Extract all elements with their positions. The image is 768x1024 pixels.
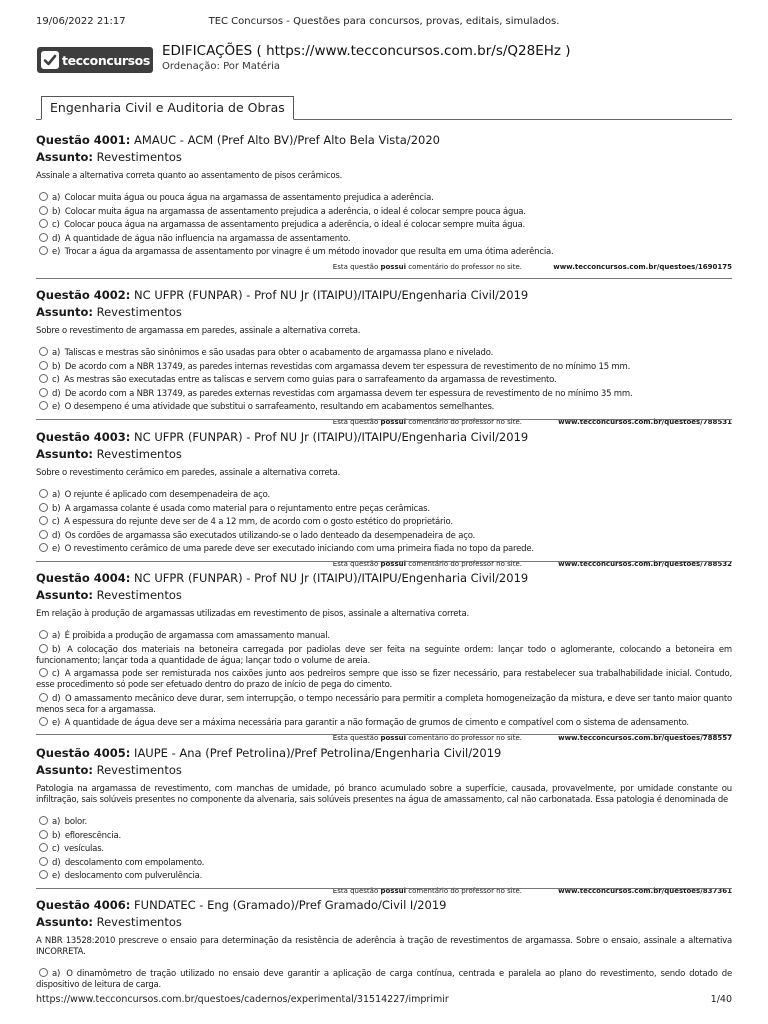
radio-button[interactable] [39, 857, 48, 866]
answer-option[interactable] [36, 516, 732, 528]
answer-options [36, 489, 732, 555]
question-source: IAUPE - Ana (Pref Petrolina)/Pref Petrolina/Engenharia Civil/2019 [134, 746, 502, 760]
radio-button[interactable] [39, 843, 48, 852]
subject-value: Revestimentos [96, 588, 182, 602]
subject-value: Revestimentos [96, 150, 182, 164]
print-page-title: TEC Concursos - Questões para concursos, provas, editais, simulados. [208, 16, 560, 27]
subject-value: Revestimentos [96, 447, 182, 461]
note-bold: possui [380, 887, 407, 896]
option-text: A argamassa pode ser remisturada nos caixões junto aos pedreiros sempre que isso se fizer necessário, para restabelecer sua trabalhabilidade inicial. Contudo, esse procedimento só pode ser efetuado dentro do prazo de início de pega do cimento. [36, 669, 732, 691]
question-link[interactable]: www.tecconcursos.com.br/questoes/788531 [558, 418, 732, 427]
question-stem: Patologia na argamassa de revestimento, com manchas de umidade, pó branco acumulado sobre a superfície, causada, provavelmente, por umidade constante ou infiltração, sais solúveis presentes no componente da alvenaria, sais solúveis presentes na água de amassamento, cal não carbonatada. Essa patologia é denominada de [36, 784, 732, 805]
question-title [36, 898, 732, 913]
option-text: O rejunte é aplicado com desempenadeira de aço. [64, 490, 271, 500]
radio-button[interactable] [39, 374, 48, 383]
option-letter: d) [52, 233, 61, 244]
question-title [36, 746, 732, 761]
subject-value: Revestimentos [96, 305, 182, 319]
option-text: A quantidade de água não influencia na argamassa de assentamento. [64, 233, 351, 244]
question-link[interactable]: www.tecconcursos.com.br/questoes/788532 [558, 560, 732, 569]
print-datetime: 19/06/2022 21:17 [36, 16, 126, 27]
note-text: Esta questão [332, 263, 379, 272]
option-letter: e) [52, 544, 61, 555]
option-text: Colocar muita água ou pouca água na argamassa de assentamento prejudica a aderência. [64, 193, 434, 203]
option-letter: e) [52, 402, 61, 413]
radio-button[interactable] [39, 830, 48, 839]
answer-option[interactable] [36, 233, 732, 245]
answer-option[interactable] [36, 219, 732, 231]
print-header [36, 16, 732, 30]
question-subject [36, 305, 732, 320]
option-text: Taliscas e mestras são sinônimos e são usadas para obter o acabamento de argamassa plano e nivelado. [64, 348, 494, 358]
question-source: FUNDATEC - Eng (Gramado)/Pref Gramado/Civil I/2019 [134, 898, 447, 912]
option-text: Colocar muita água na argamassa de assentamento prejudica a aderência, o ideal é colocar sempre pouca água. [64, 206, 526, 217]
answer-option[interactable] [36, 717, 732, 729]
professor-comment-note [333, 262, 522, 273]
answer-options [36, 347, 732, 413]
question-stem: Sobre o revestimento de argamassa em paredes, assinale a alternativa correta. [36, 326, 361, 336]
question-number: Questão 4006: [36, 898, 131, 912]
note-bold: possui [380, 734, 407, 743]
option-text: É proibida a produção de argamassa com amassamento manual. [64, 631, 330, 641]
subject-label: Assunto: [36, 150, 93, 164]
option-text: descolamento com empolamento. [64, 857, 205, 868]
option-letter: d) [52, 857, 61, 868]
radio-button[interactable] [39, 968, 48, 977]
subject-value: Revestimentos [96, 763, 182, 777]
professor-comment-note [333, 733, 522, 744]
option-letter: b) [52, 206, 61, 217]
print-footer [36, 994, 732, 1008]
radio-button[interactable] [39, 543, 48, 552]
option-text: A espessura do rejunte deve ser de 4 a 12 mm, de acordo com o gosto estético do proprietário. [64, 517, 453, 528]
question-4004 [36, 571, 732, 744]
question-4003 [36, 430, 732, 570]
option-letter: a) [52, 969, 61, 979]
note-text: comentário do professor no site. [408, 887, 522, 896]
radio-button[interactable] [39, 206, 48, 215]
answer-option[interactable] [36, 543, 732, 555]
option-letter: c) [52, 669, 60, 680]
question-divider [36, 561, 732, 562]
question-stem: Assinale a alternativa correta quanto ao assentamento de pisos cerâmicos. [36, 171, 343, 181]
option-text: O amassamento mecânico deve durar, sem interrupção, o tempo necessário para permitir a completa homogeneização da mistura, e deve ser tanto maior quanto menos seca for a argamassa. [36, 693, 732, 715]
question-4001 [36, 133, 732, 273]
option-text: As mestras são executadas entre as taliscas e servem como guias para o sarrafeamento da argamassa de revestimento. [64, 375, 557, 386]
option-letter: c) [52, 375, 60, 386]
option-letter: a) [52, 817, 61, 827]
question-number: Questão 4001: [36, 133, 131, 147]
radio-button[interactable] [39, 516, 48, 525]
radio-button[interactable] [39, 717, 48, 726]
answer-option[interactable] [36, 530, 732, 542]
note-text: Esta questão [332, 734, 379, 743]
answer-options [36, 968, 732, 991]
option-text: deslocamento com pulverulência. [64, 871, 203, 882]
option-letter: c) [52, 220, 60, 231]
question-number: Questão 4003: [36, 430, 131, 444]
question-divider [36, 419, 732, 420]
question-subject [36, 763, 732, 778]
note-bold: possui [380, 263, 407, 272]
question-title [36, 430, 732, 445]
document-ordering: Ordenação: Por Matéria [162, 61, 280, 72]
option-text: eflorescência. [64, 830, 122, 841]
subject-label: Assunto: [36, 588, 93, 602]
question-title [36, 571, 732, 586]
answer-options [36, 192, 732, 258]
answer-options [36, 630, 732, 729]
answer-option[interactable] [36, 693, 732, 716]
option-letter: b) [52, 830, 61, 841]
question-number: Questão 4002: [36, 288, 131, 302]
subject-label: Assunto: [36, 305, 93, 319]
question-link[interactable]: www.tecconcursos.com.br/questoes/788557 [558, 734, 732, 743]
question-footer [36, 262, 732, 273]
question-subject [36, 150, 732, 165]
note-text: comentário do professor no site. [408, 734, 522, 743]
option-letter: d) [52, 388, 61, 399]
note-text: comentário do professor no site. [408, 263, 522, 272]
option-text: bolor. [64, 817, 88, 827]
option-letter: e) [52, 718, 61, 729]
answer-option[interactable] [36, 192, 732, 204]
answer-option[interactable] [36, 503, 732, 515]
radio-button[interactable] [39, 388, 48, 397]
page-number: 1/40 [710, 994, 732, 1005]
answer-option[interactable] [36, 401, 732, 413]
radio-button[interactable] [39, 816, 48, 825]
answer-option[interactable] [36, 630, 732, 642]
radio-button[interactable] [39, 347, 48, 356]
option-text: A argamassa colante é usada como material para o rejuntamento entre peças cerâmicas. [64, 503, 430, 514]
option-letter: a) [52, 490, 61, 500]
answer-option[interactable] [36, 843, 732, 855]
option-letter: e) [52, 871, 61, 882]
question-source: NC UFPR (FUNPAR) - Prof NU Jr (ITAIPU)/ITAIPU/Engenharia Civil/2019 [134, 571, 529, 585]
note-text: comentário do professor no site. [408, 560, 522, 569]
question-divider [36, 278, 732, 279]
print-footer-url: https://www.tecconcursos.com.br/questoes/cadernos/experimental/31514227/imprimir [36, 994, 449, 1005]
note-text: Esta questão [332, 560, 379, 569]
question-number: Questão 4004: [36, 571, 131, 585]
question-subject [36, 588, 732, 603]
answer-option[interactable] [36, 830, 732, 842]
answer-option[interactable] [36, 388, 732, 400]
answer-option[interactable] [36, 816, 732, 828]
option-text: Trocar a água da argamassa de assentamento por vinagre é um método inovador que resulta em uma ótima aderência. [64, 247, 554, 258]
radio-button[interactable] [39, 630, 48, 639]
answer-option[interactable] [36, 857, 732, 869]
section-tab: Engenharia Civil e Auditoria de Obras [41, 96, 294, 120]
option-letter: b) [52, 503, 61, 514]
subject-label: Assunto: [36, 915, 93, 929]
option-text: O revestimento cerâmico de uma parede deve ser executado iniciando com uma primeira fiada no topo da parede. [64, 544, 534, 555]
question-link[interactable]: www.tecconcursos.com.br/questoes/1690175 [553, 263, 732, 272]
option-text: De acordo com a NBR 13749, as paredes externas revestidas com argamassa devem ter espessura de revestimento de no mínimo 35 mm. [64, 388, 633, 399]
radio-button[interactable] [39, 233, 48, 242]
document-title: EDIFICAÇÕES ( https://www.tecconcursos.com.br/s/Q28EHz ) [162, 43, 571, 59]
radio-button[interactable] [39, 489, 48, 498]
radio-button[interactable] [39, 246, 48, 255]
answer-option[interactable] [36, 206, 732, 218]
question-subject [36, 447, 732, 462]
option-letter: c) [52, 517, 60, 528]
answer-option[interactable] [36, 489, 732, 501]
question-divider [36, 734, 732, 735]
radio-button[interactable] [39, 668, 48, 677]
option-letter: e) [52, 247, 61, 258]
option-letter: c) [52, 844, 60, 855]
option-letter: b) [52, 644, 61, 655]
question-source: AMAUC - ACM (Pref Alto BV)/Pref Alto Bela Vista/2020 [134, 133, 440, 147]
subject-value: Revestimentos [96, 915, 182, 929]
question-stem: A NBR 13528:2010 prescreve o ensaio para determinação da resistência de aderência à tração de revestimentos de argamassa. Sobre o ensaio, assinale a alternativa INCORRETA. [36, 936, 732, 957]
answer-option[interactable] [36, 374, 732, 386]
tecconcursos-logo[interactable] [37, 47, 153, 73]
option-text: A colocação dos materiais na betoneira carregada por padiolas deve ser feita na seguinte ordem: lançar todo o aglomerante, colocando a betoneira em funcionamento; lançar toda a quantidade de água; lançar todo o volume de areia. [36, 644, 732, 666]
question-source: NC UFPR (FUNPAR) - Prof NU Jr (ITAIPU)/ITAIPU/Engenharia Civil/2019 [134, 430, 529, 444]
option-letter: b) [52, 361, 61, 372]
question-4005 [36, 746, 732, 897]
answer-option[interactable] [36, 644, 732, 667]
answer-option[interactable] [36, 361, 732, 373]
question-title [36, 288, 732, 303]
option-text: O desempeno é uma atividade que substitui o sarrafeamento, resultando em acabamentos semelhantes. [64, 402, 495, 413]
option-letter: d) [52, 530, 61, 541]
question-number: Questão 4005: [36, 746, 131, 760]
radio-button[interactable] [39, 192, 48, 201]
question-link[interactable]: www.tecconcursos.com.br/questoes/837361 [558, 887, 732, 896]
subject-label: Assunto: [36, 447, 93, 461]
radio-button[interactable] [39, 219, 48, 228]
question-subject [36, 915, 732, 930]
note-bold: possui [380, 418, 407, 427]
radio-button[interactable] [39, 644, 48, 653]
subject-label: Assunto: [36, 763, 93, 777]
question-4002 [36, 288, 732, 428]
answer-option[interactable] [36, 347, 732, 359]
answer-option[interactable] [36, 246, 732, 258]
option-text: Colocar pouca água na argamassa de assentamento prejudica a aderência, o ideal é colocar sempre muita água. [64, 220, 526, 231]
note-bold: possui [380, 560, 407, 569]
question-source: NC UFPR (FUNPAR) - Prof NU Jr (ITAIPU)/ITAIPU/Engenharia Civil/2019 [134, 288, 529, 302]
logo-text: tecconcursos [62, 52, 150, 68]
question-stem: Em relação à produção de argamassas utilizadas em revestimento de pisos, assinale a alternativa correta. [36, 609, 469, 619]
option-letter: a) [52, 631, 61, 641]
radio-button[interactable] [39, 361, 48, 370]
option-text: Os cordões de argamassa são executados utilizando-se o lado denteado da desempenadeira de aço. [64, 530, 476, 541]
question-footer [36, 733, 732, 744]
question-title [36, 133, 732, 148]
radio-button[interactable] [39, 693, 48, 702]
question-4006 [36, 898, 732, 993]
answer-options [36, 816, 732, 882]
checkmark-icon [41, 51, 59, 69]
option-letter: d) [52, 693, 61, 704]
option-letter: a) [52, 193, 61, 203]
note-text: Esta questão [332, 887, 379, 896]
answer-option[interactable] [36, 870, 732, 882]
answer-option[interactable] [36, 668, 732, 691]
note-text: Esta questão [332, 418, 379, 427]
radio-button[interactable] [39, 530, 48, 539]
option-text: De acordo com a NBR 13749, as paredes internas revestidas com argamassa devem ter espessura de revestimento de no mínimo 15 mm. [64, 361, 631, 372]
option-text: A quantidade de água deve ser a máxima necessária para garantir a não formação de grumos de cimento e compatível com o sistema de adensamento. [64, 718, 689, 729]
option-text: O dinamômetro de tração utilizado no ensaio deve garantir a aplicação de carga contínua, centrada e paralela ao plano do revestimento, sendo dotado de dispositivo de leitura de carga. [36, 969, 732, 990]
answer-option[interactable] [36, 968, 732, 991]
radio-button[interactable] [39, 503, 48, 512]
question-stem: Sobre o revestimento cerâmico em paredes, assinale a alternativa correta. [36, 468, 341, 478]
option-text: vesículas. [64, 844, 104, 855]
option-letter: a) [52, 348, 61, 358]
note-text: comentário do professor no site. [408, 418, 522, 427]
radio-button[interactable] [39, 870, 48, 879]
question-divider [36, 888, 732, 889]
radio-button[interactable] [39, 401, 48, 410]
